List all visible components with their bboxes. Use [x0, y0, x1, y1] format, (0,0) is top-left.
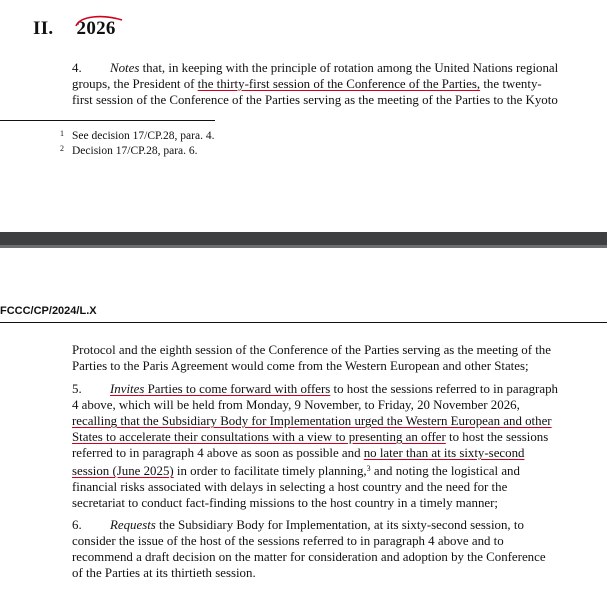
- highlight-deadline: no later than at its sixty-second: [363, 446, 525, 460]
- highlight-invites: Invites: [110, 382, 145, 396]
- highlight-cop31: the thirty-first session of the Conference of the Parties,: [197, 77, 481, 91]
- footnote-1: $^1$ See decision 17/CP.28, para. 4.: [60, 129, 215, 142]
- page-break-shadow: [0, 245, 607, 248]
- document-symbol: FCCC/CP/2024/L.X: [0, 305, 97, 317]
- paragraph-5: 5. Invites Parties to come forward with offers to host the sessions referred to in paragraph 4 above, which will be held from Monday, 9 November, to Friday, 20 November 2026, recalling that the Subsidiary Body for Implementation urged the Western European and other States to accelerate their consultations with a view to presenting an offer to host the sessions referred to in paragraph 4 above as soon as possible and no later than at its sixty-second session (June 2025) in order to facilitate timely planning,$^3$ and noting the logistical and financial risks associated with delays in selecting a host country and the need for the secretariat to conduct fact-finding missions to the host country in a timely manner;: [72, 382, 558, 510]
- section-heading: [33, 18, 116, 40]
- paragraph-4: 4. Notes that, in keeping with the principle of rotation among the United Nations regional groups, the President of the thirty-first session of the Conference of the Parties, the twenty- first session of the Conference of the Parties serving as the meeting of the Parties to the Kyoto: [72, 61, 559, 107]
- paragraph-4-continued: Protocol and the eighth session of the Conference of the Parties serving as the meeting of the Parties to the Paris Agreement would come from the Western European and other States;: [72, 343, 551, 373]
- paragraph-6: 6. Requests the Subsidiary Body for Implementation, at its sixty-second session, to consider the issue of the host of the sessions referred to in paragraph 4 above and to recommend a draft decision on the matter for consideration and adoption by the Conference of the Parties at its thirtieth session.: [72, 518, 546, 580]
- section-roman: II.: [33, 18, 54, 39]
- section-year-text: 2026: [76, 18, 116, 39]
- footnote-2: $^2$ Decision 17/CP.28, para. 6.: [60, 144, 198, 157]
- header-rule: [0, 322, 607, 323]
- footnote-rule: [0, 120, 215, 121]
- highlight-recalling: recalling that the Subsidiary Body for Implementation urged the Western European and other: [72, 414, 552, 428]
- section-year: [77, 18, 116, 39]
- page-break-band: [0, 232, 607, 245]
- footnote-ref-3: 3: [366, 464, 371, 473]
